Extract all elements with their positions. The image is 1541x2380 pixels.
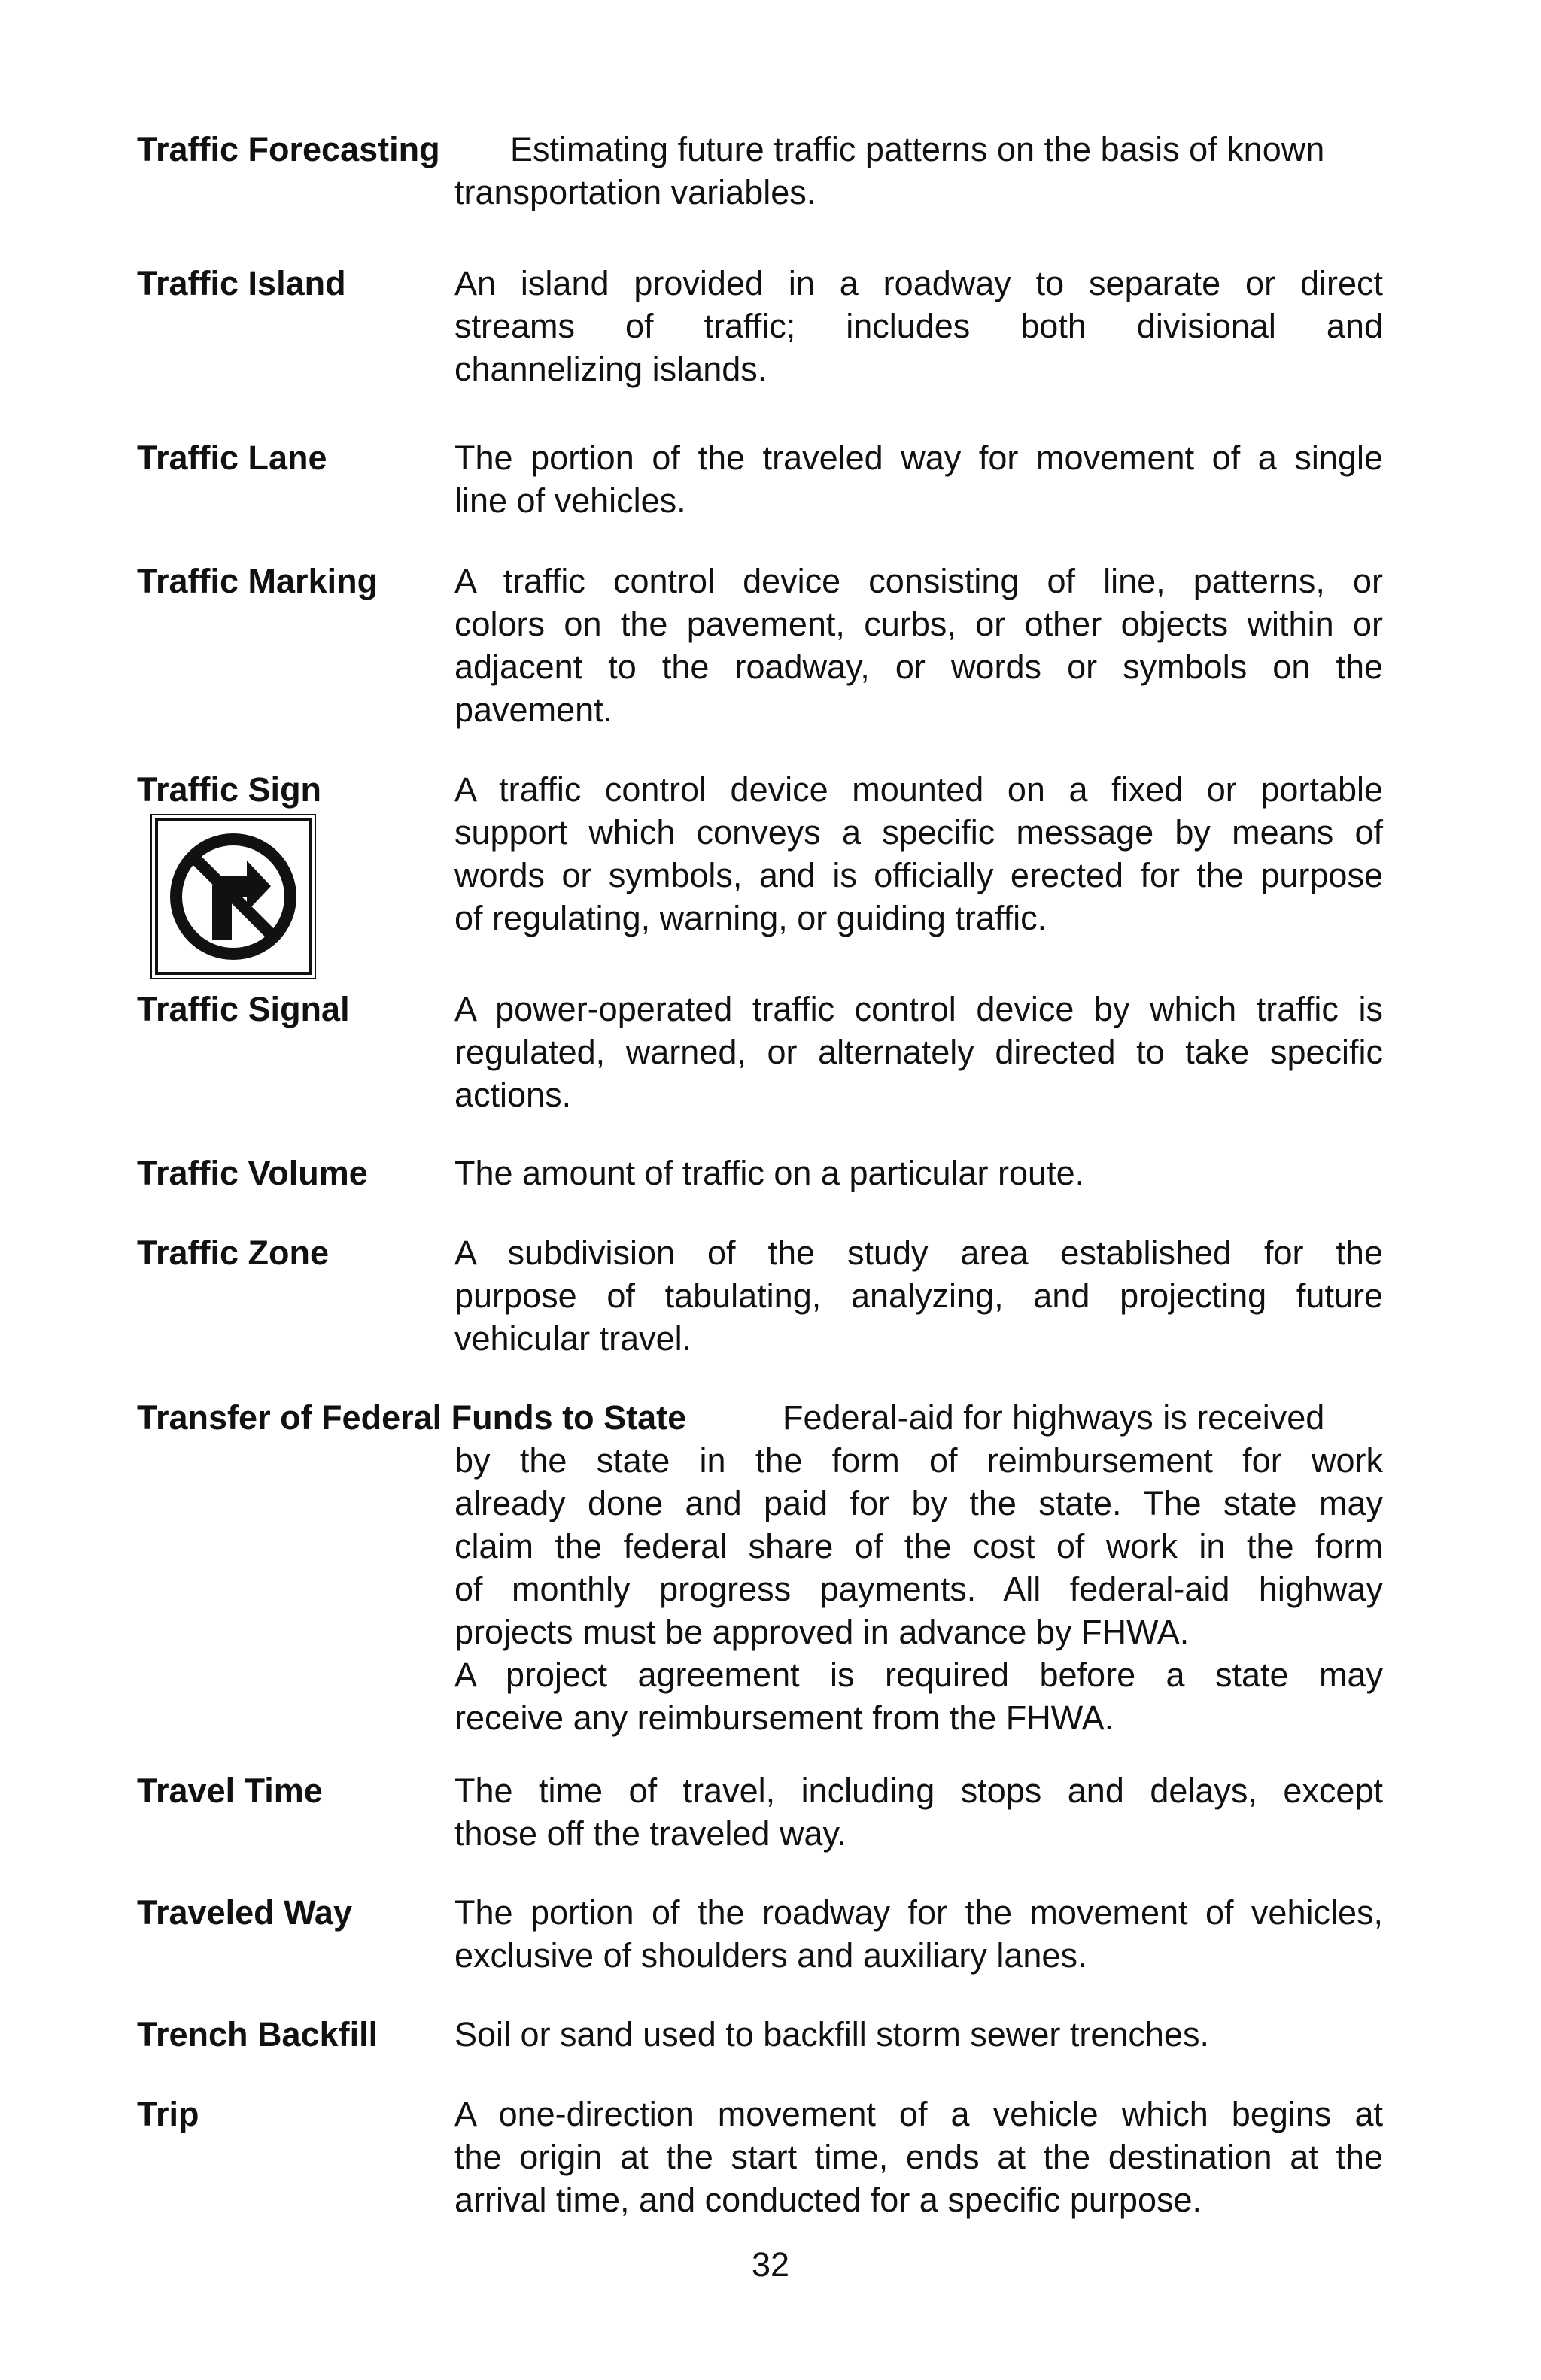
definition-line: claim the federal share of the cost of work in the form: [454, 1527, 1383, 1565]
definition-line: colors on the pavement, curbs, or other objects within or: [454, 605, 1383, 643]
definition-line: arrival time, and conducted for a specific purpose.: [454, 2181, 1202, 2219]
glossary-definition: [454, 768, 1383, 940]
definition-line: already done and paid for by the state. The state may: [454, 1484, 1383, 1522]
definition-line: adjacent to the roadway, or words or symbols on the: [454, 648, 1383, 686]
definition-line: A one-direction movement of a vehicle which begins at: [454, 2095, 1383, 2133]
definition-line: A subdivision of the study area established for the: [454, 1234, 1383, 1272]
definition-line: support which conveys a specific message by means of: [454, 813, 1383, 852]
definition-line: transportation variables.: [454, 173, 816, 211]
glossary-definition: [454, 262, 1383, 390]
glossary-term: Trip: [137, 2095, 199, 2133]
glossary-term: Traffic Island: [137, 264, 346, 302]
glossary-term: Traffic Zone: [137, 1234, 330, 1272]
glossary-term: Traffic Marking: [137, 562, 378, 600]
definition-line: Federal-aid for highways is received: [783, 1398, 1325, 1437]
glossary-definition: [454, 1231, 1383, 1360]
glossary-definition: [454, 1769, 1383, 1855]
glossary-definition: [454, 1891, 1383, 1977]
definition-line: pavement.: [454, 691, 613, 729]
definition-line: regulated, warned, or alternately directed to take specific: [454, 1033, 1383, 1071]
page-number: 32: [751, 2245, 790, 2284]
definition-line: those off the traveled way.: [454, 1814, 847, 1853]
definition-line: A traffic control device consisting of line, patterns, or: [454, 562, 1383, 600]
definition-line: receive any reimbursement from the FHWA.: [454, 1698, 1114, 1737]
definition-line: actions.: [454, 1076, 572, 1114]
definition-line: line of vehicles.: [454, 481, 686, 520]
definition-line: A traffic control device mounted on a fixed or portable: [454, 770, 1383, 809]
glossary-definition: [454, 436, 1383, 522]
no-right-turn-sign-icon: [150, 814, 316, 979]
glossary-definition: [454, 988, 1383, 1116]
definition-line: vehicular travel.: [454, 1319, 692, 1358]
definition-line: The time of travel, including stops and delays, except: [454, 1771, 1383, 1810]
definition-line: Estimating future traffic patterns on the basis of known: [510, 130, 1325, 168]
glossary-definition: [454, 1439, 1383, 1739]
definition-line: A power-operated traffic control device by which traffic is: [454, 990, 1383, 1028]
definition-line: Soil or sand used to backfill storm sewer trenches.: [454, 2015, 1209, 2054]
definition-line: of monthly progress payments. All federal-aid highway: [454, 1570, 1383, 1608]
definition-line: of regulating, warning, or guiding traffic.: [454, 899, 1047, 937]
definition-line: by the state in the form of reimbursement for work: [454, 1441, 1383, 1480]
glossary-definition: [454, 1152, 1383, 1195]
glossary-definition: [454, 2013, 1383, 2056]
definition-line: projects must be approved in advance by FHWA.: [454, 1613, 1190, 1651]
glossary-term: Traffic Lane: [137, 439, 327, 477]
definition-line: streams of traffic; includes both divisional and: [454, 307, 1383, 345]
glossary-term: Traffic Forecasting: [137, 130, 440, 168]
glossary-definition: [454, 171, 1383, 214]
definition-line: the origin at the start time, ends at the destination at the: [454, 2138, 1383, 2176]
definition-line: purpose of tabulating, analyzing, and projecting future: [454, 1277, 1383, 1315]
glossary-definition: [454, 2093, 1383, 2221]
glossary-term: Traffic Volume: [137, 1154, 368, 1192]
definition-line: An island provided in a roadway to separate or direct: [454, 264, 1383, 302]
definition-line: A project agreement is required before a state may: [454, 1656, 1383, 1694]
glossary-term: Traffic Sign: [137, 770, 322, 809]
definition-line: The portion of the roadway for the movement of vehicles,: [454, 1893, 1383, 1932]
definition-line: channelizing islands.: [454, 350, 767, 388]
definition-line: The amount of traffic on a particular route.: [454, 1154, 1085, 1192]
glossary-term: Transfer of Federal Funds to State: [137, 1398, 687, 1437]
glossary-term: Traveled Way: [137, 1893, 352, 1932]
definition-line: exclusive of shoulders and auxiliary lanes.: [454, 1936, 1087, 1975]
glossary-definition: [454, 560, 1383, 731]
definition-line: The portion of the traveled way for movement of a single: [454, 439, 1383, 477]
definition-line: words or symbols, and is officially erected for the purpose: [454, 856, 1383, 894]
glossary-term: Traffic Signal: [137, 990, 350, 1028]
glossary-term: Trench Backfill: [137, 2015, 378, 2054]
glossary-term: Travel Time: [137, 1771, 323, 1810]
